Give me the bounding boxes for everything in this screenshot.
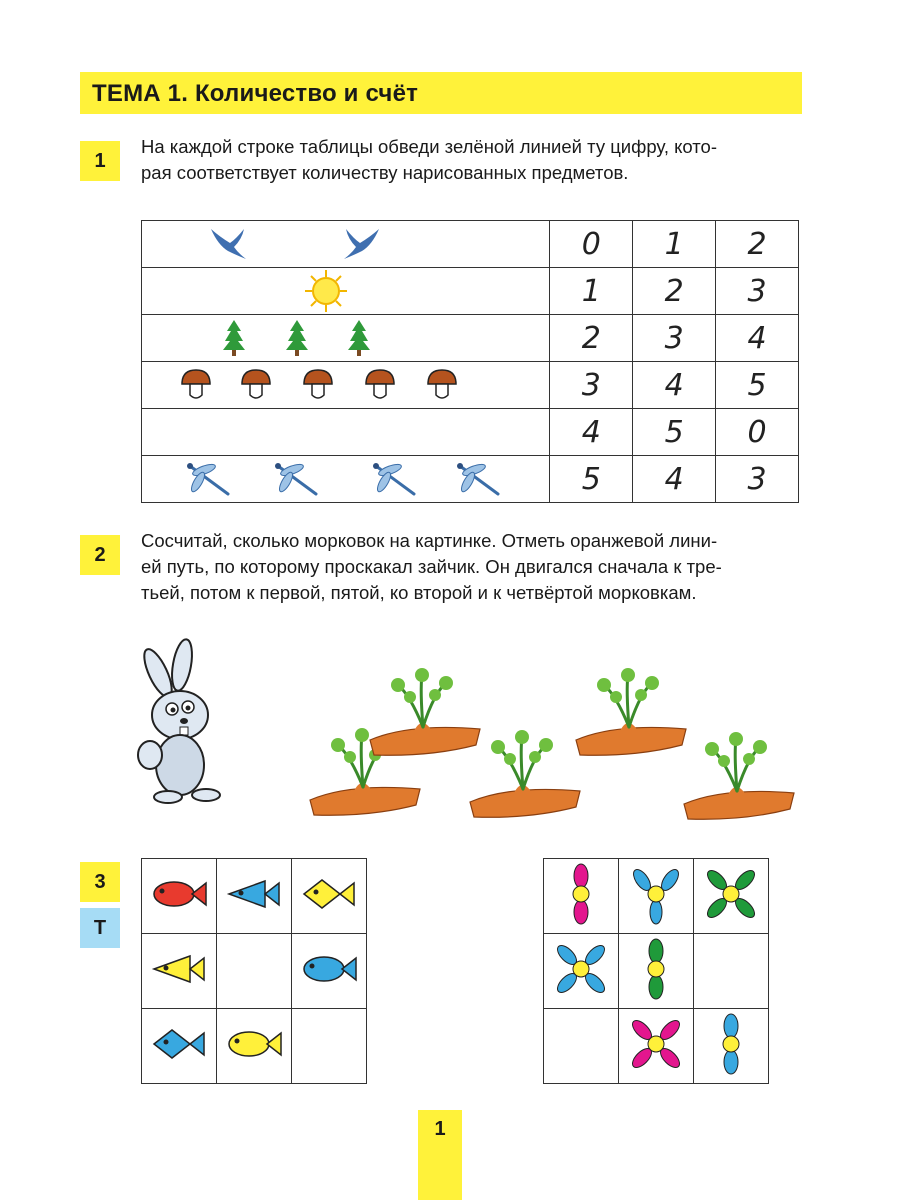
digit-cell[interactable]: 3 [633,315,716,362]
task-2-number-badge [80,535,120,575]
flower-grid [543,858,769,1084]
blue-triangle-fish-icon [225,877,283,911]
task-1-number-badge [80,141,120,181]
grid-cell-empty[interactable] [292,1009,367,1084]
table-row [142,268,799,315]
task-1-number: 1 [94,149,106,172]
yellow-fish-icon [225,1027,283,1061]
dragonfly-icon [370,462,418,496]
red-fish-icon [150,877,208,911]
task-2-text-line-3: тьей, потом к первой, пятой, ко второй и к четвёртой морковкам. [141,582,697,603]
grid-cell[interactable] [292,859,367,934]
grid-row [544,1009,769,1084]
grid-cell-empty[interactable] [544,1009,619,1084]
grid-cell[interactable] [142,934,217,1009]
grid-cell[interactable] [217,859,292,934]
digit-cell[interactable]: 5 [633,409,716,456]
yellow-diamond-fish-icon [300,877,358,911]
digit-cell[interactable]: 5 [550,456,633,503]
dragonfly-icon [184,462,232,496]
task-2-text-line-2: ей путь, по которому проскакал зайчик. Он двигался сначала к тре- [141,556,722,577]
grid-cell[interactable] [292,934,367,1009]
picture-cell [142,315,550,362]
table-row [142,362,799,409]
dragonfly-icon [272,462,320,496]
blue-vertical-flower-icon [701,1012,761,1076]
digit-cell[interactable]: 2 [716,221,799,268]
magenta-vertical-flower-icon [551,862,611,926]
blue-x-flower-icon [551,937,611,1001]
task-1-instructions [141,134,803,186]
grid-row [544,859,769,934]
grid-row [142,859,367,934]
digit-cell[interactable]: 4 [550,409,633,456]
grid-row [142,1009,367,1084]
table-row [142,315,799,362]
fir-tree-icon [222,319,246,357]
dragonfly-icon [454,462,502,496]
bird-icon [342,225,382,263]
mushroom-icon [240,368,272,402]
counting-table [141,220,799,503]
page-number: 1 [434,1118,446,1140]
task-3-tag: Т [93,916,107,939]
digit-cell[interactable]: 2 [550,315,633,362]
task-3-number-badge [80,862,120,902]
task-1-text-line-2: рая соответствует количеству нарисованных предметов. [141,162,629,183]
grid-cell-empty[interactable] [217,934,292,1009]
carrot-icon [470,730,580,817]
fir-tree-icon [285,319,309,357]
grid-cell[interactable] [619,934,694,1009]
grid-cell[interactable] [619,1009,694,1084]
grid-cell[interactable] [217,1009,292,1084]
magenta-x-flower-icon [626,1012,686,1076]
table-row [142,221,799,268]
picture-cell-empty [142,409,550,456]
green-x-flower-icon [701,862,761,926]
task-3-number: 3 [94,870,106,893]
sun-icon [304,269,348,313]
picture-cell [142,268,550,315]
yellow-triangle-fish-icon [150,952,208,986]
task-2-instructions [141,528,803,606]
picture-cell [142,456,550,503]
picture-cell [142,221,550,268]
grid-cell[interactable] [619,859,694,934]
digit-cell[interactable]: 5 [716,362,799,409]
mushroom-icon [426,368,458,402]
digit-cell[interactable]: 4 [633,456,716,503]
digit-cell[interactable]: 0 [716,409,799,456]
digit-cell[interactable]: 2 [633,268,716,315]
grid-cell[interactable] [694,859,769,934]
digit-cell[interactable]: 4 [633,362,716,409]
picture-cell [142,362,550,409]
fish-grid [141,858,367,1084]
task-2-number: 2 [94,543,106,566]
grid-row [142,934,367,1009]
mushroom-icon [180,368,212,402]
grid-cell[interactable] [694,1009,769,1084]
bunny-carrot-scene [130,635,810,825]
task-1-text-line-1: На каждой строке таблицы обведи зелёной линией ту цифру, кото- [141,136,718,157]
carrot-icon [684,732,794,819]
carrot-icon [576,668,686,755]
digit-cell[interactable]: 3 [716,456,799,503]
blue-fish-icon [300,952,358,986]
task-3-tag-badge [80,908,120,948]
task-2-text-line-1: Сосчитай, сколько морковок на картинке. Отметь оранжевой лини- [141,530,718,551]
digit-cell[interactable]: 4 [716,315,799,362]
bird-icon [208,225,248,263]
grid-cell[interactable] [142,1009,217,1084]
mushroom-icon [302,368,334,402]
carrot-icon [370,668,480,755]
table-row [142,456,799,503]
grid-cell[interactable] [142,859,217,934]
blue-diamond-fish-icon [150,1027,208,1061]
fir-tree-icon [347,319,371,357]
grid-cell-empty[interactable] [694,934,769,1009]
grid-row [544,934,769,1009]
topic-title: ТЕМА 1. Количество и счёт [92,80,419,107]
digit-cell[interactable]: 3 [550,362,633,409]
mushroom-icon [364,368,396,402]
digit-cell[interactable]: 3 [716,268,799,315]
digit-cell[interactable]: 1 [633,221,716,268]
bunny-icon [138,638,220,803]
digit-cell[interactable]: 0 [550,221,633,268]
green-vertical-flower-icon [626,937,686,1001]
blue-y-flower-icon [626,862,686,926]
table-row [142,409,799,456]
grid-cell[interactable] [544,934,619,1009]
grid-cell[interactable] [544,859,619,934]
digit-cell[interactable]: 1 [550,268,633,315]
